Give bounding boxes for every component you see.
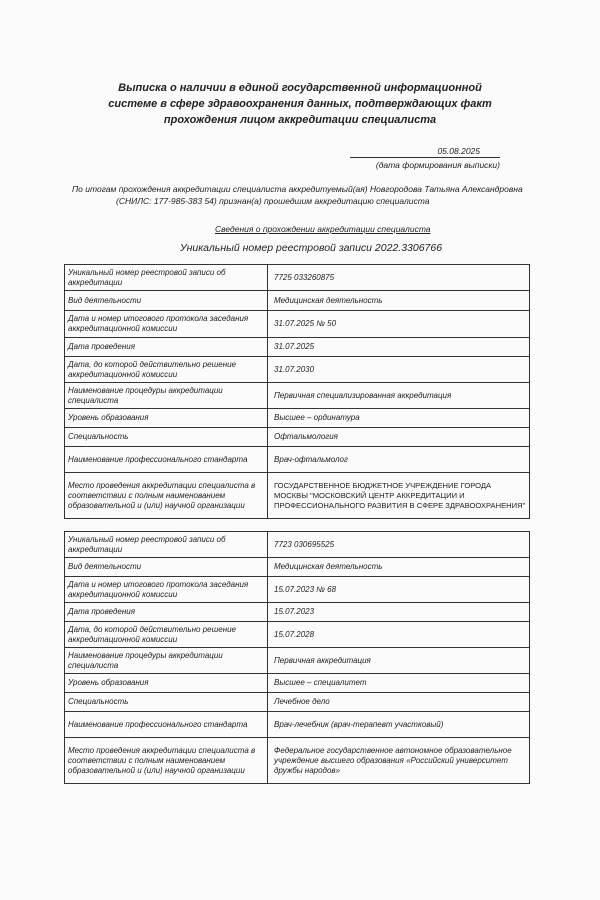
row-value: 31.07.2025 № 50 [268,311,530,338]
table-row [65,338,530,357]
row-label: Вид деятельности [65,291,268,311]
row-label: Дата проведения [65,338,268,357]
table-row [65,532,530,558]
row-label: Вид деятельности [65,558,268,577]
table-row [65,447,530,473]
row-label: Уникальный номер реестровой записи об аккредитации [65,265,268,291]
row-value: 7725 033260875 [268,265,530,291]
row-value: 15.07.2028 [268,622,530,648]
row-label: Наименование процедуры аккредитации специалиста [65,648,268,674]
table-row [65,693,530,712]
row-value: Медицинская деятельность [268,558,530,577]
row-label: Место проведения аккредитации специалиста в соответствии с полным наименованием образовательной и (или) научной организации [65,738,268,784]
table-row [65,409,530,428]
row-value: Офтальмология [268,428,530,447]
row-label: Наименование процедуры аккредитации специалиста [65,383,268,409]
row-value: Высшее – специалитет [268,674,530,693]
row-value: Первичная специализированная аккредитация [268,383,530,409]
document-title [60,80,540,128]
table-row [65,473,530,519]
row-value: 15.07.2023 № 68 [268,577,530,603]
row-label: Наименование профессионального стандарта [65,712,268,738]
table-row [65,674,530,693]
row-label: Уровень образования [65,409,268,428]
table-row [65,311,530,338]
row-label: Дата и номер итогового протокола заседания аккредитационной комиссии [65,577,268,603]
table-row [65,603,530,622]
row-label: Место проведения аккредитации специалиста в соответствии с полным наименованием образовательной и (или) научной организации [65,473,268,519]
row-value: Врач-лечебник (врач-терапевт участковый) [268,712,530,738]
issue-date: 05.08.2025 [350,145,500,158]
row-value: Первичная аккредитация [268,648,530,674]
intro-line: По итогам прохождения аккредитации специалиста аккредитуемый(ая) Новгородова Татьяна Александровна [72,184,523,194]
table-row [65,622,530,648]
row-label: Уникальный номер реестровой записи об аккредитации [65,532,268,558]
row-label: Дата проведения [65,603,268,622]
row-value: Врач-офтальмолог [268,447,530,473]
table-row [65,265,530,291]
accreditation-table-2 [64,531,530,784]
issue-date-caption: (дата формирования выписки) [375,160,500,170]
row-label: Специальность [65,693,268,712]
registry-number-title: Уникальный номер реестровой записи 2022.3306766 [180,242,443,254]
issue-date-block [330,145,500,171]
title-line: Выписка о наличии в единой государственной информационной [118,82,482,94]
table-row [65,428,530,447]
table-row [65,558,530,577]
table-row [65,357,530,383]
row-label: Дата, до которой действительно решение аккредитационной комиссии [65,357,268,383]
row-value: Лечебное дело [268,693,530,712]
row-value: ГОСУДАРСТВЕННОЕ БЮДЖЕТНОЕ УЧРЕЖДЕНИЕ ГОРОДА МОСКВЫ "МОСКОВСКИЙ ЦЕНТР АККРЕДИТАЦИИ И ПРОФЕССИОНАЛЬНОГО РАЗВИТИЯ В СФЕРЕ ЗДРАВООХРАНЕНИЯ" [268,473,530,519]
table-row [65,383,530,409]
accreditation-table-1 [64,264,530,519]
row-value: Федеральное государственное автономное образовательное учреждение высшего образования «Российский университет дружбы народов» [268,738,530,784]
row-label: Дата, до которой действительно решение аккредитационной комиссии [65,622,268,648]
table-row [65,648,530,674]
section-title: Сведения о прохождении аккредитации специалиста [215,224,431,234]
row-label: Дата и номер итогового протокола заседания аккредитационной комиссии [65,311,268,338]
table-row [65,291,530,311]
row-label: Уровень образования [65,674,268,693]
row-value: 31.07.2025 [268,338,530,357]
table-row [65,577,530,603]
row-value: 15.07.2023 [268,603,530,622]
row-label: Наименование профессионального стандарта [65,447,268,473]
row-value: 31.07.2030 [268,357,530,383]
intro-line: (СНИЛС: 177-985-383 54) признан(а) прошедшим аккредитацию специалиста [116,196,430,206]
intro-text [72,183,572,207]
table-row [65,738,530,784]
row-value: Высшее – ординатура [268,409,530,428]
table-row [65,712,530,738]
row-label: Специальность [65,428,268,447]
title-line: прохождения лицом аккредитации специалиста [163,114,437,126]
title-line: системе в сфере здравоохранения данных, подтверждающих факт [108,98,492,110]
row-value: 7723 030695525 [268,532,530,558]
row-value: Медицинская деятельность [268,291,530,311]
